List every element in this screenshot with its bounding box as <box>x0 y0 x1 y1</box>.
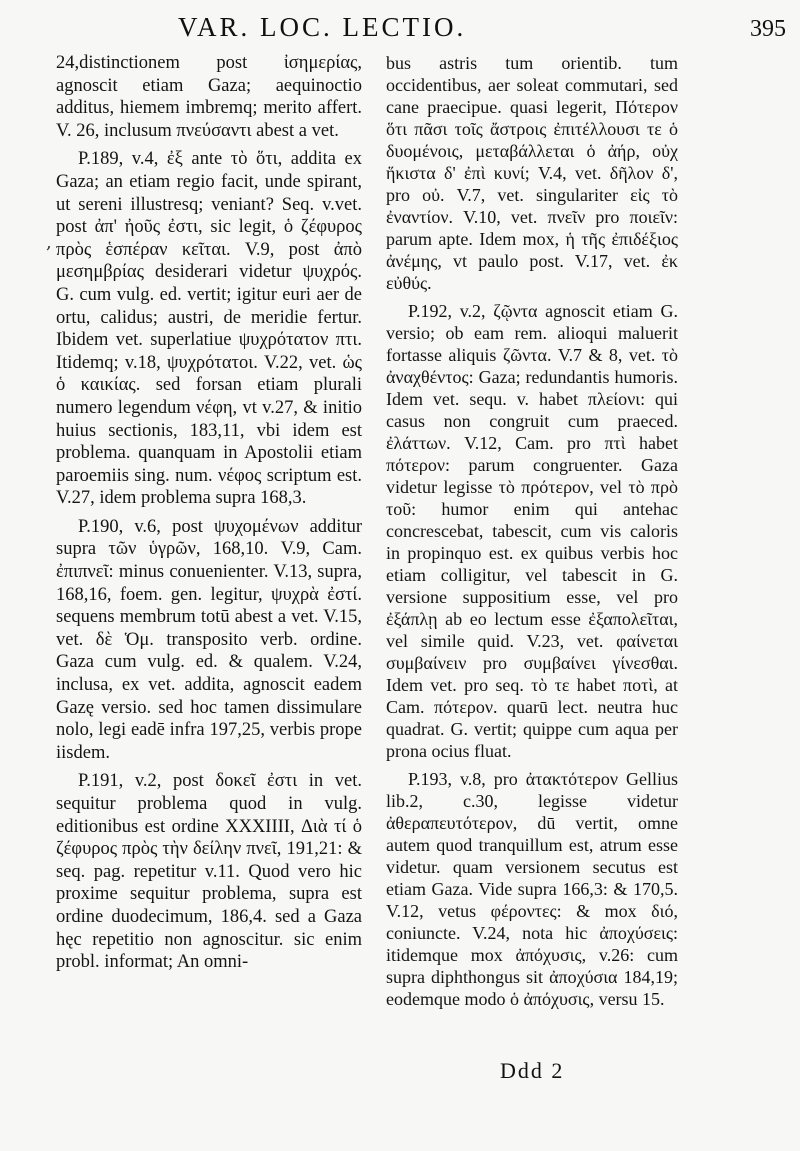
signature-mark: Ddd 2 <box>500 1058 565 1083</box>
paragraph: 24,distinctionem post ἰσημερίας, agnoscit etiam Gaza; aequinoctio additus, hiemem imbremq; merito affert. V. 26, inclusum πνεύσαντι abest a vet. <box>56 53 362 141</box>
paragraph: P.193, v.8, pro ἀτακτότερον Gellius lib.2, c.30, legisse videtur ἀθεραπευτότερον, dū vertit, omne autem quod tranquillum est, atrum esse videtur. quam versionem secutus est etiam Gaza. Vide supra 166,3: & 170,5. V.12, vetus φέροντες: & mox διό, coniuncte. V.24, nota hic ἀποχύσεις: itidemque mox ἀπόχυσις, v.26: cum supra diphthongus sit ἀποχύσια 184,19; eodemque modo ὁ ἀπόχυσις, versu 15. <box>386 769 678 1009</box>
paragraph: P.189, v.4, ἐξ ante τὸ ὅτι, addita ex Gaza; an etiam regio facit, unde spirant, ut sereni illustresq; veniant? Seq. v.vet. post ἀπ' ἠοῦς ἐστι, sic legit, ὁ ζέφυρος πρὸς ἑσπέραν κεῖται. V.9, post ἀπὸ μεσημβρίας desiderari videtur ψυχρός. G. cum vulg. ed. vertit; igitur euri aer de ortu, calidus; austri, de meridie fertur. Ibidem vet. superlatiue ψυχρότατον πτι. Itidemq; v.18, ψυχρότατοι. V.22, vet. ὡς ὁ καικίας. sed forsan etiam plurali numero legendum νέφη, vt v.27, & initio huius sectionis, 183,11, vbi idem est problema. quanquam in Apostolii etiam paroemiis sing. num. νέφος scriptum est. V.27, idem problema supra 168,3. <box>56 149 362 509</box>
paragraph: P.191, v.2, post δοκεῖ ἐστι in vet. sequitur problema quod in vulg. editionibus est ordine XXXIIII, Διὰ τί ὁ ζέφυρος πρὸς τὴν δείλην πνεῖ, 191,21: & seq. pag. repetitur v.11. Quod vero hic proxime sequitur problema, supra est ordine duodecimum, 186,4. sed a Gaza hęc repetitio non agnoscitur. sic enim probl. informat; An omni- <box>56 771 362 973</box>
running-head: VAR. LOC. LECTIO. <box>178 12 467 42</box>
column-gutter <box>375 52 376 1052</box>
paragraph: P.192, v.2, ζῷντα agnoscit etiam G. versio; ob eam rem. alioqui maluerit fortasse aliquis ζῶντα. V.7 & 8, vet. τὸ ἀναχθέντος: Gaza; redundantis humoris. Idem vet. sequ. v. habet πλείονι: qui casus non congruit cum praeced. ἐλάττων. V.12, Cam. pro πτὶ habet πότερον: parum congruenter. Gaza videtur legisse τὸ πρότερον, vel τὸ πρὸ τοῦ: humor enim qui antehac concrescebat, tabescit, cum vis caloris in propinquo est. ex quibus verbis hoc etiam colligitur, vel tabescit in G. versione suppositium esse, vel pro ἐξάπλῃ ab eo lectum esse ἐξαπολεῖται, vel simile quid. V.23, vet. φαίνεται συμβαίνειν pro συμβαίνει γίνεσθαι. Idem vet. pro seq. τὸ τε habet ποτὶ, at Cam. πότερον. quarū lect. neutra huc quadrat. G. vertit; quippe cum aqua per prona ocius fluat. <box>386 301 678 761</box>
right-column <box>386 52 678 1016</box>
paragraph: P.190, v.6, post ψυχομένων additur supra τῶν ὑγρῶν, 168,10. V.9, Cam. ἐπιπνεῖ: minus conuenienter. V.13, supra, 168,16, foem. gen. legitur, ψυχρὰ ἐστί. sequens membrum totū abest a vet. V.15, vet. δὲ Ὁμ. transposito verb. ordine. Gaza cum vulg. ed. & qualem. V.24, inclusa, ex vet. addita, agnoscit eadem Gazę versio. sed hoc tamen dissimulare nolo, legi eadē infra 197,25, verbis prope iisdem. <box>56 516 362 763</box>
paragraph: bus astris tum orientib. tum occidentibus, aer soleat commutari, sed cane praecipue. quasi legerit, Πότερον ὅτι πᾶσι τοῖς ἄστροις ἐπιτέλλουσι τε ὁ δυομένοις, μεταβάλλεται ὁ ἀήρ, οὐχ ἥκιστα δ' ἐπὶ κυνί; V.4, vet. δῆλον δ', pro οὐ. V.7, vet. singulariter εἰς τὸ ἐναντίον. V.10, vet. πνεῖν pro ποιεῖν: parum apte. Idem mox, ἡ τῆς ἐπιδέξιος ἀνέμης, vt paulo post. V.17, vet. ἐκ εὐθύς. <box>386 53 678 293</box>
margin-mark: , <box>46 232 52 253</box>
page-number: 395 <box>750 16 786 42</box>
page-header <box>0 10 800 50</box>
left-column <box>56 52 362 980</box>
